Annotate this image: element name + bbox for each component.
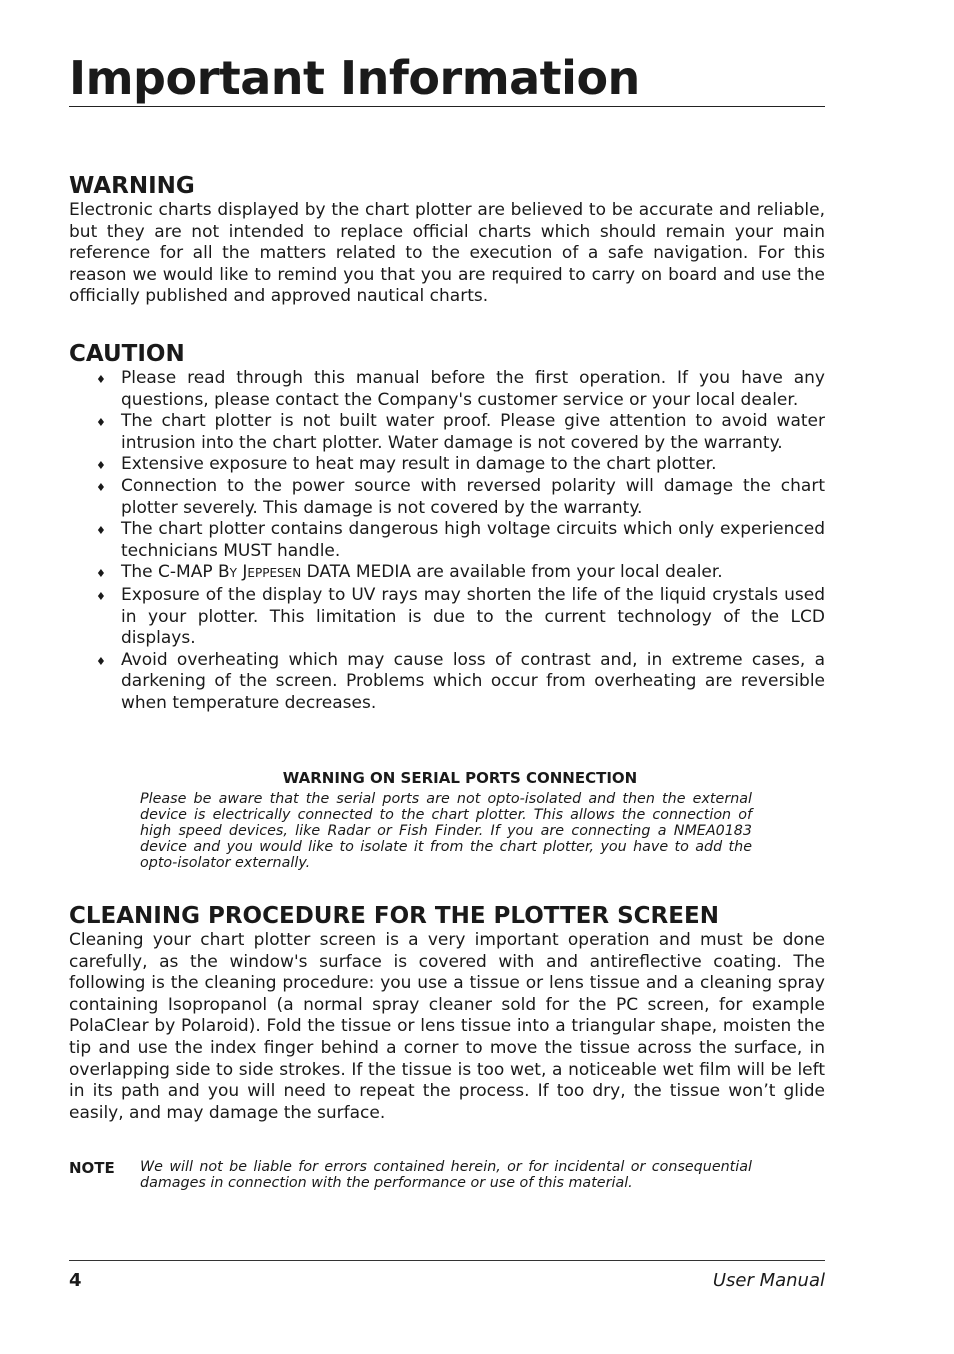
page-number: 4 (69, 1270, 82, 1291)
diamond-bullet-icon: ♦ (96, 480, 106, 494)
diamond-bullet-icon: ♦ (96, 524, 106, 538)
cmap-jeppesen-initial: J (242, 562, 248, 583)
diamond-bullet-icon: ♦ (96, 589, 106, 603)
list-item-text: Please read through this manual before the first operation. If you have any questions, please contact the Company's customer service or your local dealer. (121, 368, 825, 410)
cmap-suffix: DATA MEDIA are available from your local dealer. (301, 562, 723, 583)
title-divider (69, 106, 825, 107)
caution-list (69, 368, 825, 715)
list-item (69, 650, 825, 715)
diamond-bullet-icon: ♦ (96, 373, 106, 386)
caution-heading: CAUTION (69, 341, 185, 367)
list-item-text: Exposure of the display to UV rays may shorten the life of the liquid crystals used in your plotter. This limitation is due to the current technology of the LCD displays. (121, 584, 825, 649)
page-title: Important Information (69, 51, 640, 105)
cmap-jeppesen-rest: EPPESEN (247, 566, 302, 581)
caution-section (69, 340, 825, 715)
warning-text: Electronic charts displayed by the chart plotter are believed to be accurate and reliable, but they are not intended to replace official charts which should remain your main reference for all the matters related to the execution of a safe navigation. For this reason we would like to remind you that you are required to carry on board and use the officially published and approved nautical charts. (69, 200, 825, 307)
cmap-by-initial: B (217, 562, 230, 583)
cmap-by-rest: Y (229, 566, 237, 581)
list-item (69, 454, 825, 476)
list-item (69, 585, 825, 650)
footer-divider (69, 1260, 825, 1261)
serial-warning-heading: WARNING ON SERIAL PORTS CONNECTION (282, 769, 638, 787)
warning-section (69, 172, 825, 308)
cmap-prefix: The C-MAP (121, 562, 218, 583)
list-item-cmap (69, 562, 825, 585)
list-item-text: The chart plotter is not built water proof. Please give attention to avoid water intrusion into the chart plotter. Water damage is not covered by the warranty. (121, 411, 825, 453)
list-item-text: The chart plotter contains dangerous high voltage circuits which only experienced technicians MUST handle. (121, 519, 825, 561)
list-item-text: Connection to the power source with reversed polarity will damage the chart plotter severely. This damage is not covered by the warranty. (121, 475, 825, 518)
cleaning-text: Cleaning your chart plotter screen is a very important operation and must be done carefully, as the window's surface is covered with and antireflective coating. The following is the cleaning procedure: you use a tissue or lens tissue and a cleaning spray containing Isopropanol (a normal spray cleaner sold for the PC screen, for example PolaClear by Polaroid). Fold the tissue or lens tissue into a triangular shape, moisten the tip and use the index finger behind a corner to move the tissue across the surface, in overlapping side to side strokes. If the tissue is too wet, a noticeable wet film will be left in its path and you will need to repeat the process. If too dry, the tissue won’t glide easily, and may damage the surface. (69, 930, 825, 1123)
diamond-bullet-icon: ♦ (96, 416, 106, 430)
list-item (69, 411, 825, 454)
cleaning-heading: CLEANING PROCEDURE FOR THE PLOTTER SCREEN (69, 903, 719, 929)
list-item (69, 519, 825, 562)
diamond-bullet-icon: ♦ (96, 459, 106, 473)
warning-heading: WARNING (69, 173, 195, 199)
list-item-text: Extensive exposure to heat may result in damage to the chart plotter. (121, 454, 717, 475)
diamond-bullet-icon: ♦ (96, 567, 106, 581)
footer-label: User Manual (712, 1270, 825, 1291)
list-item (69, 476, 825, 519)
list-item-text: Avoid overheating which may cause loss of contrast and, in extreme cases, a darkening of the screen. Problems which occur from overheating are reversible when temperature decreases. (121, 649, 825, 713)
cleaning-section (69, 902, 825, 1124)
serial-warning-text: Please be aware that the serial ports are not opto-isolated and then the external device is electrically connected to the chart plotter. This allows the connection of high speed devices, like Radar or Fish Finder. If you are connecting a NMEA0183 device and you would like to isolate it from the chart plotter, you have to add the opto-isolator externally. (140, 791, 752, 871)
note-text: We will not be liable for errors contained herein, or for incidental or consequential damages in connection with the performance or use of this material. (140, 1159, 752, 1191)
note-label: NOTE (69, 1159, 115, 1177)
diamond-bullet-icon: ♦ (96, 654, 106, 668)
list-item (69, 368, 825, 411)
